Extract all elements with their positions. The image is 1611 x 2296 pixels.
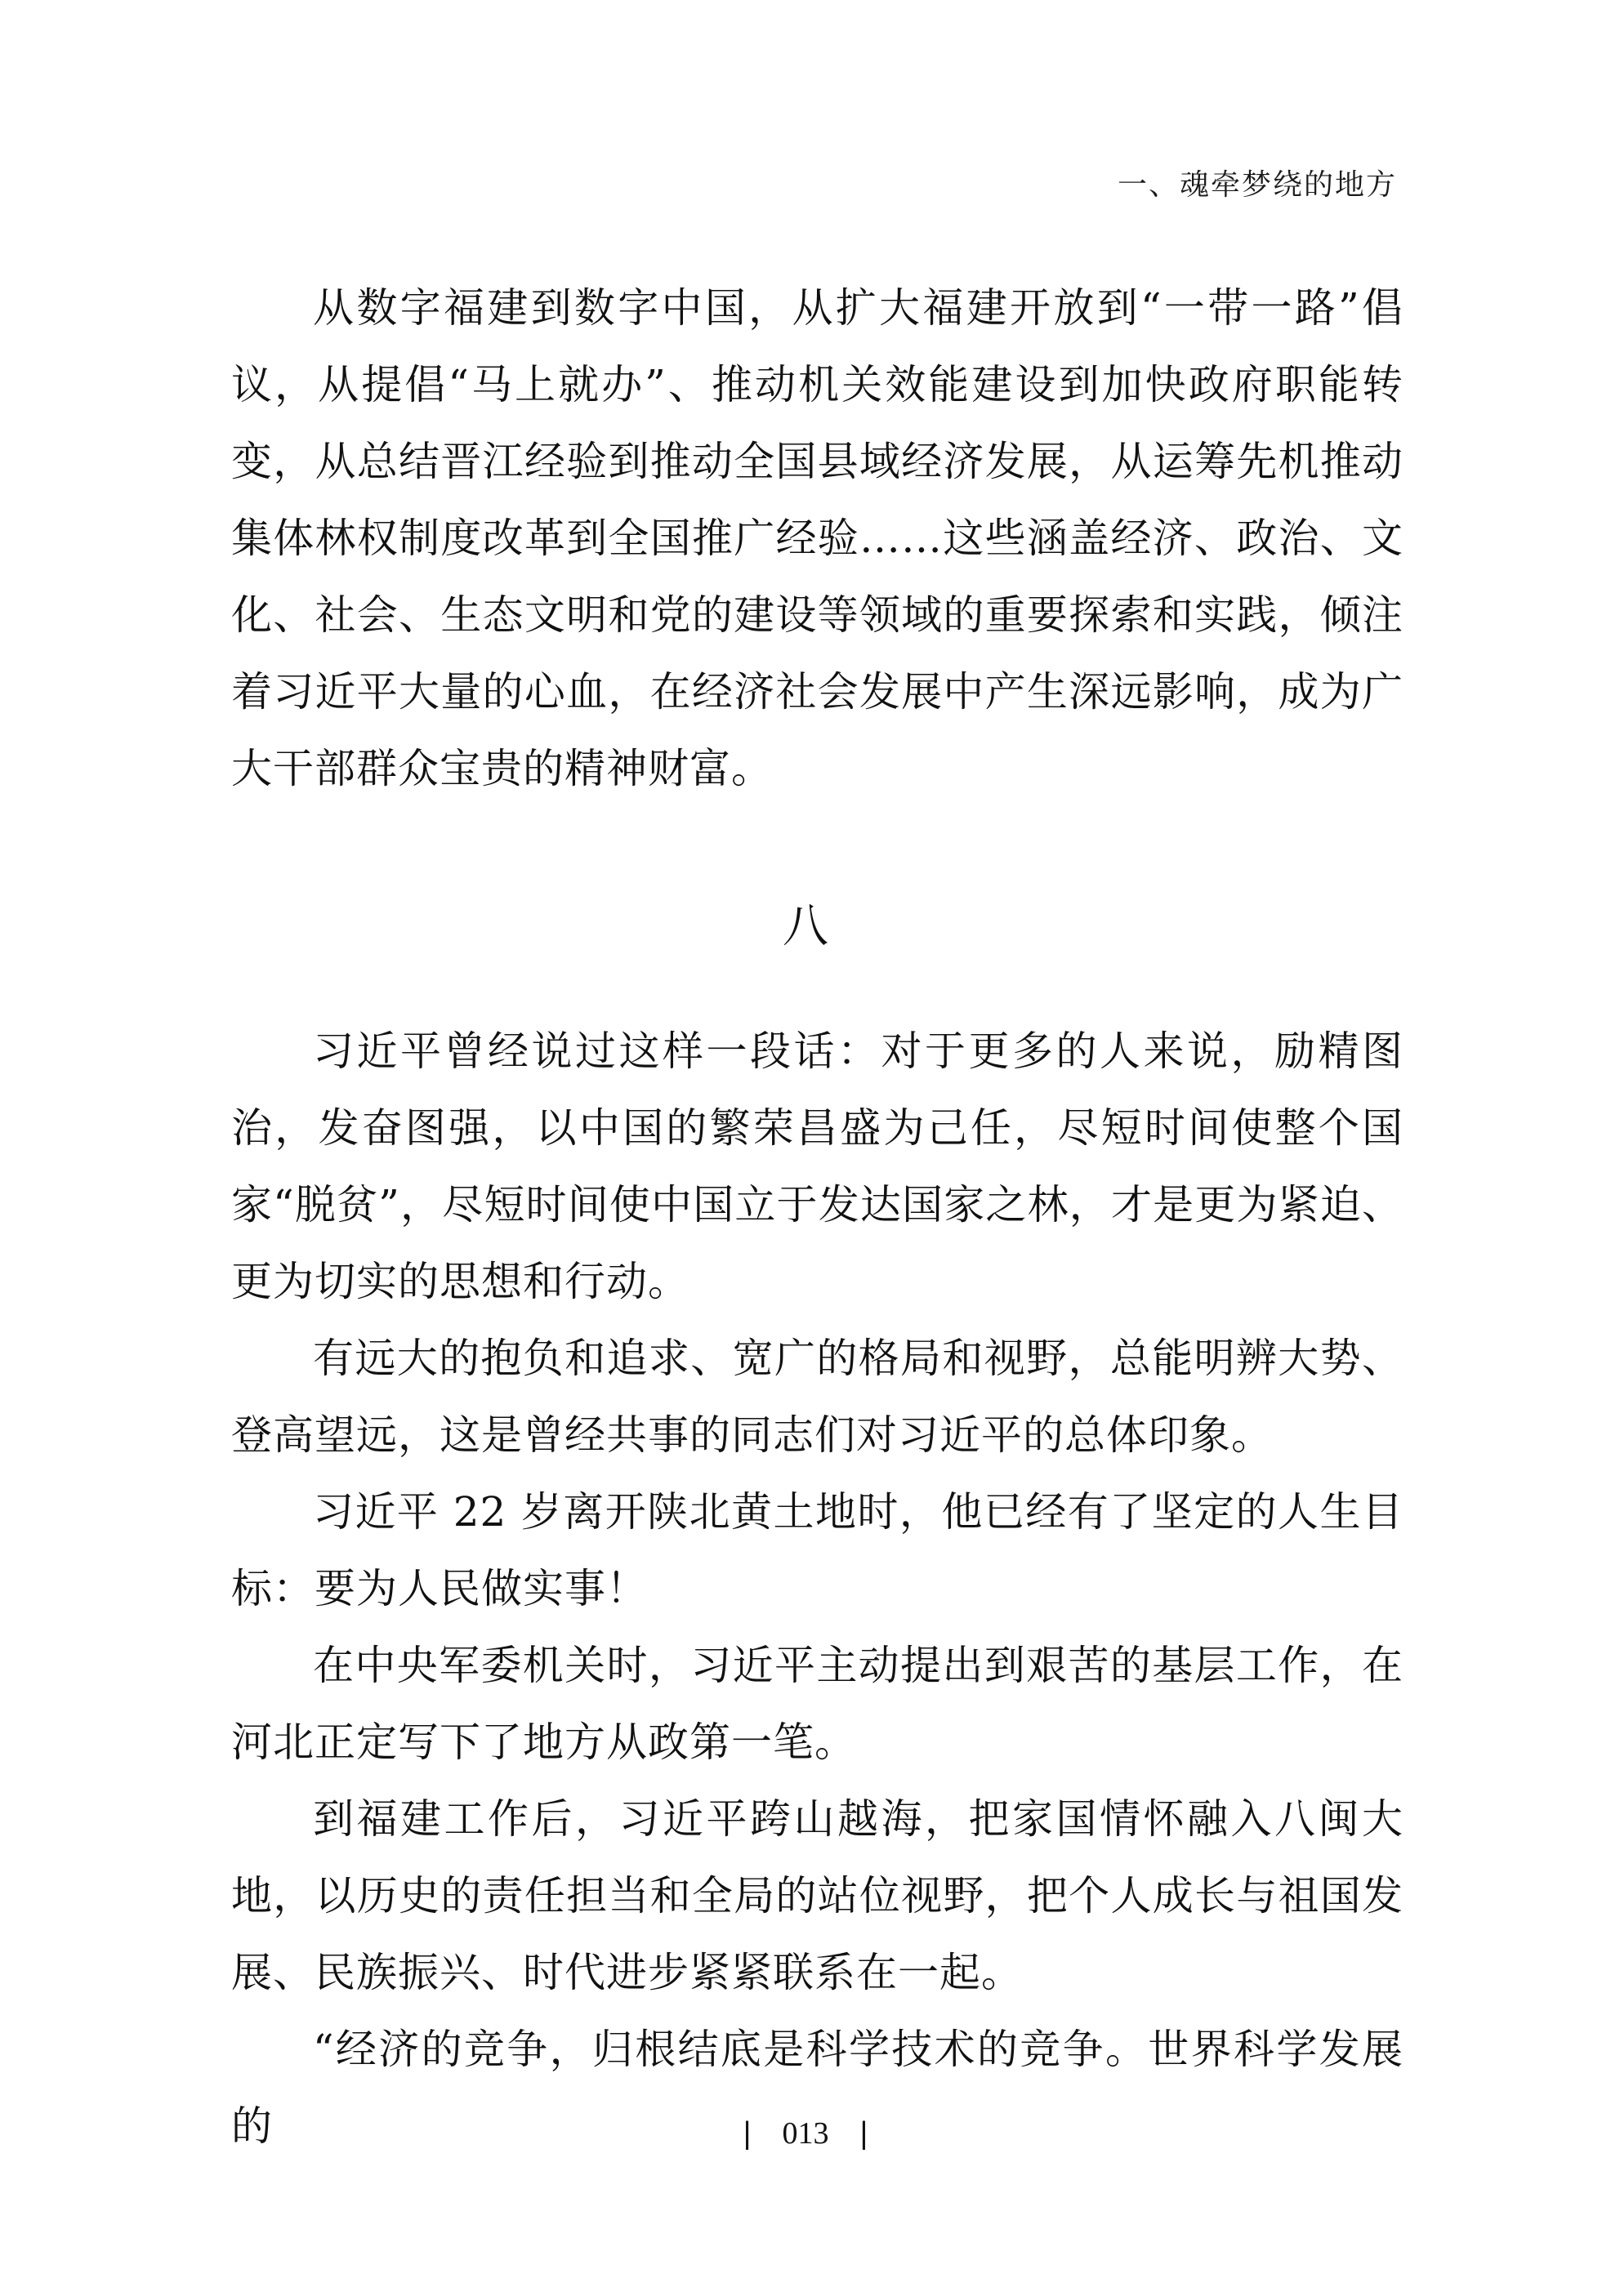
paragraph: 在中央军委机关时，习近平主动提出到艰苦的基层工作，在河北正定写下了地方从政第一笔。 bbox=[231, 1642, 1403, 1766]
paragraph: 到福建工作后，习近平跨山越海，把家国情怀融入八闽大地，以历史的责任担当和全局的站位视野，把个人成长与祖国发展、民族振兴、时代进步紧紧联系在一起。 bbox=[231, 1795, 1403, 1996]
paragraph: 习近平曾经说过这样一段话：对于更多的人来说，励精图治，发奋图强，以中国的繁荣昌盛为己任，尽短时间使整个国家“脱贫”，尽短时间使中国立于发达国家之林，才是更为紧迫、更为切实的思想和行动。 bbox=[231, 1028, 1403, 1305]
page-number: 013 bbox=[782, 2116, 829, 2151]
paragraph: 习近平 22 岁离开陕北黄土地时，他已经有了坚定的人生目标：要为人民做实事！ bbox=[231, 1488, 1403, 1612]
paragraph: 有远大的抱负和追求、宽广的格局和视野，总能明辨大势、登高望远，这是曾经共事的同志们对习近平的总体印象。 bbox=[231, 1335, 1403, 1459]
folio-right-bar: | bbox=[859, 2116, 868, 2151]
paragraph: 从数字福建到数字中国，从扩大福建开放到“一带一路”倡议，从提倡“马上就办”、推动机关效能建设到加快政府职能转变，从总结晋江经验到推动全国县域经济发展，从运筹先机推动集体林权制度改革到全国推广经验……这些涵盖经济、政治、文化、社会、生态文明和党的建设等领域的重要探索和实践，倾注着习近平大量的心血，在经济社会发展中产生深远影响，成为广大干部群众宝贵的精神财富。 bbox=[231, 284, 1403, 792]
page-footer bbox=[0, 2114, 1611, 2153]
section-heading: 八 bbox=[783, 900, 828, 953]
top-paragraph-block bbox=[231, 270, 1403, 807]
folio-left-bar: | bbox=[743, 2116, 752, 2151]
running-head-title: 一、魂牵梦绕的地方 bbox=[1117, 168, 1397, 202]
section-body bbox=[231, 1013, 1403, 2164]
paragraph: “经济的竞争，归根结底是科学技术的竞争。世界科学发展的 bbox=[231, 2026, 1403, 2150]
